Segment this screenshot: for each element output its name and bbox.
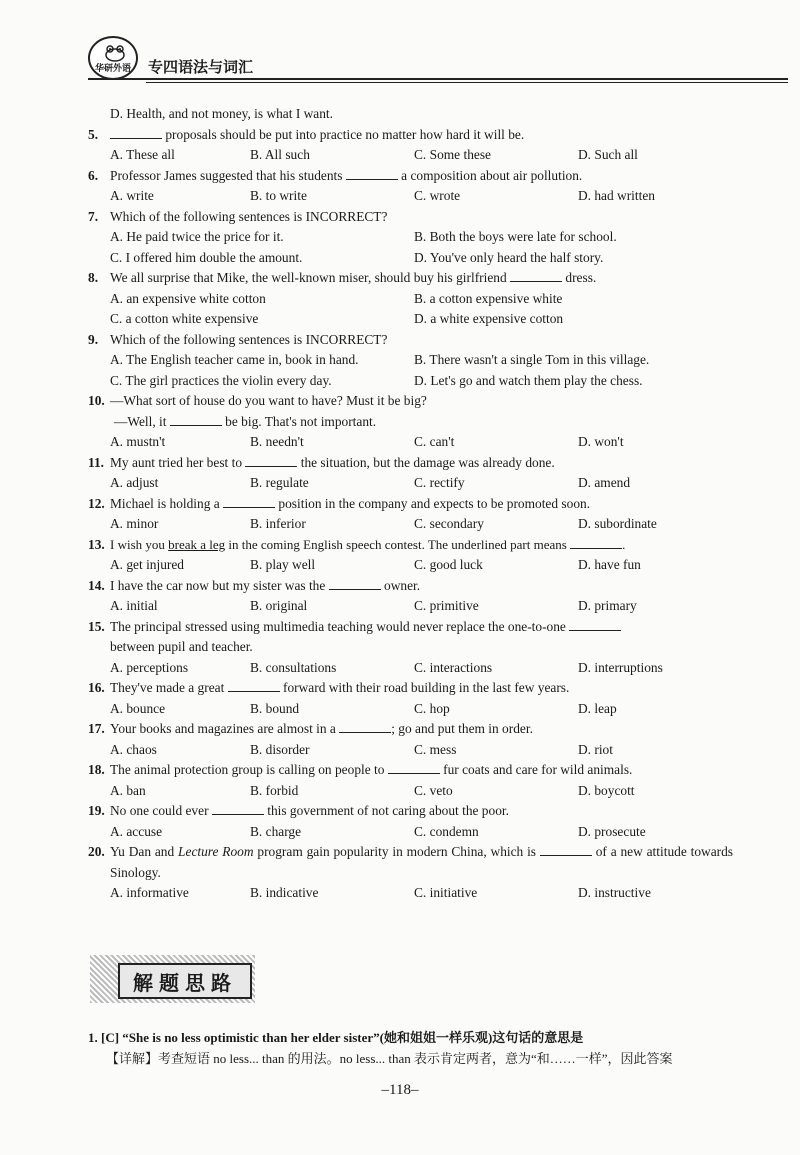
options-row xyxy=(88,473,733,494)
question-5 xyxy=(88,125,733,166)
question-text: They've made a great xyxy=(110,680,228,695)
question-number: 6. xyxy=(88,167,99,183)
option-d[interactable]: D. interruptions xyxy=(578,659,663,675)
logo-text: 华研外语 xyxy=(94,64,131,74)
question-text: I wish you xyxy=(110,536,169,552)
question-dialogue-line: —Well, it be big. That's not important. xyxy=(114,413,377,429)
question-number: 9. xyxy=(88,331,99,347)
publisher-logo xyxy=(88,36,138,80)
question-text: Professor James suggested that his students xyxy=(110,167,346,183)
options-row xyxy=(88,699,733,720)
question-number: 17. xyxy=(88,721,105,736)
options-row xyxy=(88,248,733,269)
section-header-title: 专四语法与词汇 xyxy=(148,58,254,76)
header-rule-thin xyxy=(146,82,788,83)
answer-explanation: 【详解】考查短语 no less... than 的用法。no less... than 表示肯定两者，意为“和……一样”，因此答案 xyxy=(106,1051,673,1066)
question-text-continued: between pupil and teacher. xyxy=(110,639,253,654)
option-b[interactable]: B. original xyxy=(250,598,308,613)
question-6: 6. Professor James suggested that his students a composition about air pollution. A. write B. to write C. wrote D. had written xyxy=(88,166,733,207)
question-20: 20. Yu Dan and Lecture Room program gain popularity in modern China, which is of a new attitude towards Sinology. A. informative B. indicative C. initiative D. instructive xyxy=(88,842,733,904)
option-c[interactable]: C. condemn xyxy=(414,823,479,839)
question-10 xyxy=(88,391,733,453)
prior-option-line: D. Health, and not money, is what I want. xyxy=(110,106,334,121)
question-19: 19. No one could ever this government of not caring about the poor. A. accuse B. charge C. condemn D. prosecute xyxy=(88,801,733,842)
option-d[interactable]: D. prosecute xyxy=(578,823,646,839)
option-d[interactable]: D. amend xyxy=(578,475,631,490)
section-title: 解题思路 xyxy=(118,963,252,999)
question-number: 8. xyxy=(88,270,99,285)
option-b[interactable]: B. consultations xyxy=(250,659,337,675)
options-row xyxy=(88,658,733,679)
question-number: 13. xyxy=(88,536,105,552)
option-b[interactable]: B. a cotton expensive white xyxy=(414,290,563,306)
option-d[interactable]: D. had written xyxy=(578,188,655,203)
option-d[interactable]: D. instructive xyxy=(578,885,651,900)
question-number: 11. xyxy=(88,454,104,470)
question-number: 7. xyxy=(88,208,99,224)
question-text: I have the car now but my sister was the xyxy=(110,577,329,593)
options-row xyxy=(88,514,733,535)
question-17: 17. Your books and magazines are almost in a ; go and put them in order. A. chaos B. disorder C. mess D. riot xyxy=(88,719,733,760)
answers-section-banner xyxy=(90,955,255,1003)
underlined-phrase: break a leg xyxy=(168,536,226,552)
option-a[interactable]: A. bounce xyxy=(110,700,166,716)
page-number: –118– xyxy=(381,1082,419,1098)
option-c[interactable]: C. hop xyxy=(414,700,450,716)
question-14: 14. I have the car now but my sister was the owner. A. initial B. original C. primitive D. primary xyxy=(88,576,733,617)
option-c[interactable]: C. wrote xyxy=(414,188,461,203)
option-d[interactable]: D. boycott xyxy=(578,782,635,798)
question-11: 11. My aunt tried her best to the situation, but the damage was already done. A. adjust B. regulate C. rectify D. amend xyxy=(88,453,733,494)
option-a[interactable]: A. He paid twice the price for it. xyxy=(110,229,284,244)
option-a[interactable]: A. mustn't xyxy=(110,434,166,449)
options-row xyxy=(88,227,733,248)
option-c[interactable]: C. interactions xyxy=(414,659,493,675)
question-text: —What sort of house do you want to have? Must it be big? xyxy=(110,393,427,408)
question-number: 18. xyxy=(88,762,105,777)
frog-mascot-icon xyxy=(104,44,126,62)
question-15 xyxy=(88,617,733,679)
question-text: Your books and magazines are almost in a xyxy=(110,721,340,736)
options-row xyxy=(88,371,733,392)
option-b[interactable]: B. regulate xyxy=(250,475,309,490)
header-rule xyxy=(88,78,788,80)
option-b[interactable]: B. needn't xyxy=(250,434,304,449)
question-text: Yu Dan and xyxy=(110,844,179,859)
option-a[interactable]: A. initial xyxy=(110,598,158,613)
options-row xyxy=(88,781,733,802)
option-d[interactable]: D. Such all xyxy=(578,147,638,162)
option-c[interactable]: C. initiative xyxy=(414,885,478,900)
option-b[interactable]: B. inferior xyxy=(250,516,306,531)
answer-line-1: 1. [C] “She is no less optimistic than her elder sister”(她和姐姐一样乐观)这句话的意思是 xyxy=(88,1030,584,1045)
question-text: proposals should be put into practice no matter how hard it will be. xyxy=(162,126,525,142)
question-number: 20. xyxy=(88,844,105,859)
option-a[interactable]: A. chaos xyxy=(110,741,157,757)
option-c[interactable]: C. Some these xyxy=(414,147,491,162)
option-b[interactable]: B. to write xyxy=(250,188,307,203)
option-a[interactable]: A. write xyxy=(110,188,154,203)
option-c[interactable]: C. veto xyxy=(414,782,453,798)
option-c[interactable]: C. primitive xyxy=(414,598,479,613)
options-row xyxy=(88,740,733,761)
options-row xyxy=(88,289,733,310)
option-b[interactable]: B. disorder xyxy=(250,741,310,757)
options-row xyxy=(88,350,733,371)
program-title: Lecture Room xyxy=(178,844,254,859)
question-text: My aunt tried her best to xyxy=(110,454,246,470)
option-d[interactable]: D. won't xyxy=(578,434,624,449)
option-b[interactable]: B. charge xyxy=(250,823,302,839)
options-row xyxy=(88,555,733,576)
question-number: 15. xyxy=(88,618,105,634)
options-row xyxy=(88,145,733,166)
option-b[interactable]: B. All such xyxy=(250,147,310,162)
question-12: 12. Michael is holding a position in the company and expects to be promoted soon. A. minor B. inferior C. secondary D. subordinate xyxy=(88,494,733,535)
option-d[interactable]: D. primary xyxy=(578,598,637,613)
options-row xyxy=(88,432,733,453)
option-b[interactable]: B. indicative xyxy=(250,885,319,900)
option-b[interactable]: B. There wasn't a single Tom in this village. xyxy=(414,352,650,367)
question-text: Which of the following sentences is INCORRECT? xyxy=(110,331,388,347)
option-d[interactable]: D. have fun xyxy=(578,557,641,572)
option-c[interactable]: C. a cotton white expensive xyxy=(110,311,259,326)
question-16: 16. They've made a great forward with their road building in the last few years. A. bounce B. bound C. hop D. leap xyxy=(88,678,733,719)
question-9 xyxy=(88,330,733,392)
option-c[interactable]: C. I offered him double the amount. xyxy=(110,249,303,265)
question-number: 5. xyxy=(88,126,99,142)
question-number: 19. xyxy=(88,803,105,818)
option-a[interactable]: A. The English teacher came in, book in hand. xyxy=(110,352,359,367)
question-number: 12. xyxy=(88,495,105,511)
question-number: 16. xyxy=(88,680,105,695)
question-7 xyxy=(88,207,733,269)
options-row xyxy=(88,596,733,617)
option-b[interactable]: B. play well xyxy=(250,557,316,572)
option-c[interactable]: C. good luck xyxy=(414,557,483,572)
option-c[interactable]: C. secondary xyxy=(414,516,484,531)
option-c[interactable]: C. The girl practices the violin every day. xyxy=(110,372,332,388)
option-a[interactable]: A. accuse xyxy=(110,823,163,839)
question-text: We all surprise that Mike, the well-known miser, should buy his girlfriend xyxy=(110,270,511,285)
option-c[interactable]: C. can't xyxy=(414,434,455,449)
question-text: Michael is holding a xyxy=(110,495,224,511)
option-a[interactable]: A. adjust xyxy=(110,475,159,490)
option-a[interactable]: A. informative xyxy=(110,885,189,900)
option-c[interactable]: C. mess xyxy=(414,741,457,757)
option-d[interactable]: D. leap xyxy=(578,700,617,716)
option-a[interactable]: A. perceptions xyxy=(110,659,189,675)
question-18: 18. The animal protection group is calling on people to fur coats and care for wild animals. A. ban B. forbid C. veto D. boycott xyxy=(88,760,733,801)
question-text: No one could ever xyxy=(110,803,212,818)
options-row xyxy=(88,822,733,843)
option-b[interactable]: B. bound xyxy=(250,700,300,716)
options-row xyxy=(88,883,733,904)
question-text: Which of the following sentences is INCORRECT? xyxy=(110,208,388,224)
option-a[interactable]: A. get injured xyxy=(110,557,185,572)
option-a[interactable]: A. These all xyxy=(110,147,175,162)
option-d[interactable]: D. You've only heard the half story. xyxy=(414,249,604,265)
option-d[interactable]: D. riot xyxy=(578,741,613,757)
option-d[interactable]: D. Let's go and watch them play the chess. xyxy=(414,372,643,388)
question-8: 8. We all surprise that Mike, the well-known miser, should buy his girlfriend dress. A. an expensive white cotton B. a cotton expensive white C. a cotton white expensive D. a white expensive cotton xyxy=(88,268,733,330)
option-b[interactable]: B. Both the boys were late for school. xyxy=(414,229,617,244)
option-a[interactable]: A. an expensive white cotton xyxy=(110,290,266,306)
question-text: The principal stressed using multimedia teaching would never replace the one-to-one xyxy=(110,618,570,634)
options-row xyxy=(88,309,733,330)
option-a[interactable]: A. ban xyxy=(110,782,146,798)
option-b[interactable]: B. forbid xyxy=(250,782,299,798)
question-number: 14. xyxy=(88,577,105,593)
option-d[interactable]: D. a white expensive cotton xyxy=(414,311,564,326)
question-text: The animal protection group is calling on people to xyxy=(110,762,388,777)
page-header xyxy=(88,34,788,84)
question-number: 10. xyxy=(88,393,105,408)
option-d[interactable]: D. subordinate xyxy=(578,516,657,531)
question-13: 13. I wish you break a leg in the coming English speech contest. The underlined part means . A. get injured B. play well C. good luck D. have fun xyxy=(88,535,733,576)
option-a[interactable]: A. minor xyxy=(110,516,159,531)
option-c[interactable]: C. rectify xyxy=(414,475,465,490)
options-row xyxy=(88,186,733,207)
question-list xyxy=(88,104,733,904)
